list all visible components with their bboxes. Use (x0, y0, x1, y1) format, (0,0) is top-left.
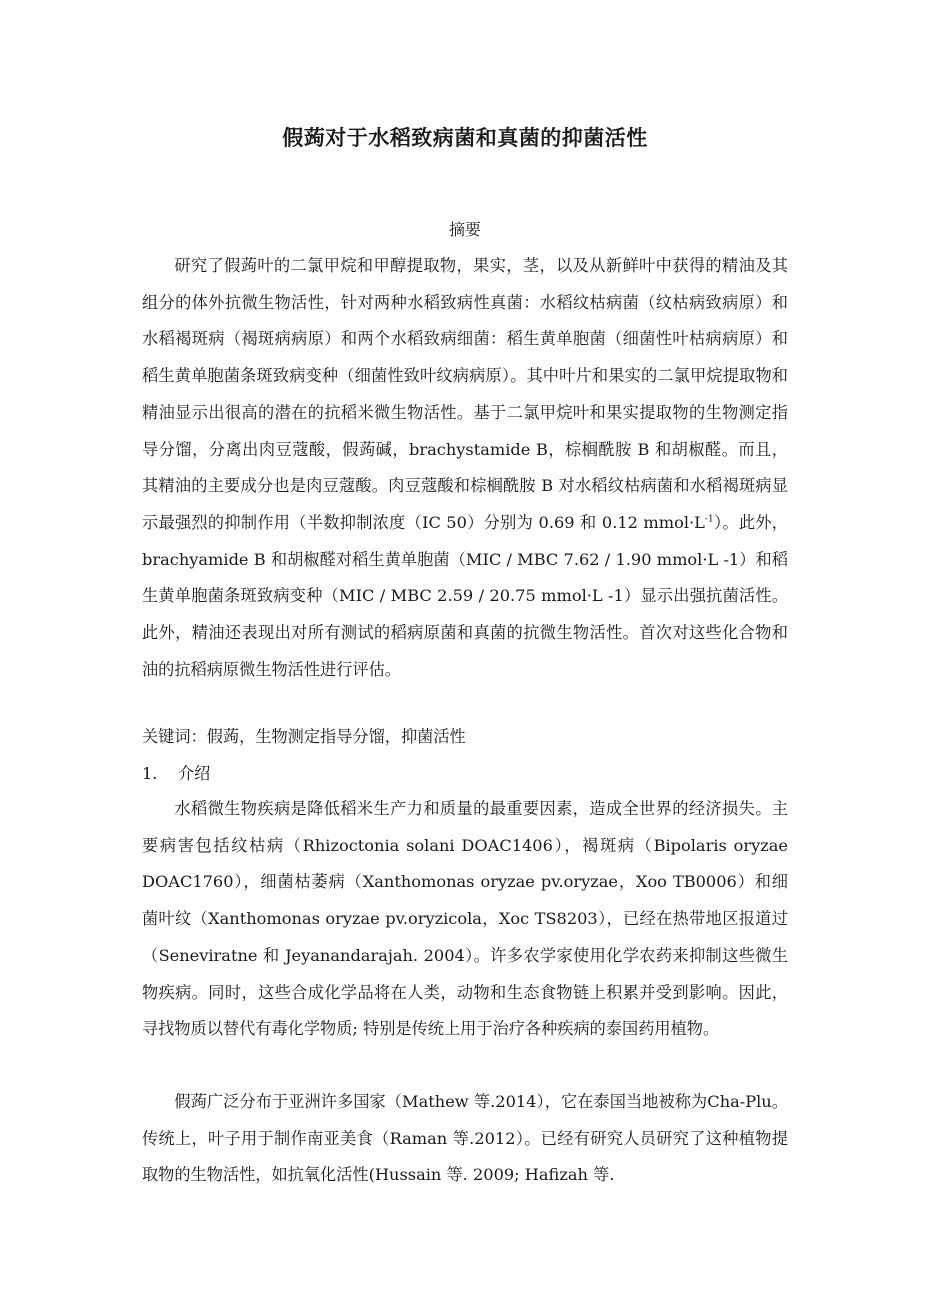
abstract-heading: 摘要 (448, 220, 481, 239)
section-number: 1. (142, 764, 158, 783)
unit-superscript: -1 (704, 514, 714, 525)
section-title: 介绍 (178, 764, 211, 783)
intro-paragraph-1: 水稻微生物疾病是降低稻米生产力和质量的最重要因素，造成全世界的经济损失。主要病害包括纹枯病（Rhizoctonia solani DOAC1406），褐斑病（Bipolaris oryzae DOAC1760），细菌枯萎病（Xanthomonas oryzae pv.oryzae，Xoo TB0006）和细菌叶纹（Xanthomonas oryzae pv.oryzicola，Xoc TS8203），已经在热带地区报道过（Seneviratne 和 Jeyanandarajah. 2004）。许多农学家使用化学农药来抑制这些微生物疾病。同时，这些合成化学品将在人类，动物和生态食物链上积累并受到影响。因此，寻找物质以替代有毒化学物质; 特别是传统上用于治疗各种疾病的泰国药用植物。 (142, 799, 788, 1039)
abstract-text: 研究了假蒟叶的二氯甲烷和甲醇提取物，果实，茎，以及从新鲜叶中获得的精油及其组分的体外抗微生物活性，针对两种水稻致病性真菌：水稻纹枯病菌（纹枯病致病原）和水稻褐斑病（褐斑病病原）和两个水稻致病细菌：稻生黄单胞菌（细菌性叶枯病病原）和稻生黄单胞菌条斑致病变种（细菌性致叶纹病病原）。其中叶片和果实的二氯甲烷提取物和精油显示出很高的潜在的抗稻米微生物活性。基于二氯甲烷叶和果实提取物的生物测定指导分馏，分离出肉豆蔻酸，假蒟碱，brachystamide B，棕榈酰胺 B 和胡椒醛。而且，其精油的主要成分也是肉豆蔻酸。肉豆蔻酸和棕榈酰胺 B 对水稻纹枯病菌和水稻褐斑病显示最强烈的抑制作用（半数抑制浓度（IC 50）分别为 0.69 和 0.12 mmol·L (142, 256, 788, 532)
keywords-line: 关键词：假蒟，生物测定指导分馏，抑菌活性 (142, 727, 466, 746)
abstract-text-continued: ）。此外，brachyamide B 和胡椒醛对稻生黄单胞菌（MIC / MBC 7.62 / 1.90 mmol·L -1）和稻生黄单胞菌条斑致病变种（MIC / MBC 2.59 / 20.75 mmol·L -1）显示出强抗菌活性。此外，精油还表现出对所有测试的稻病原菌和真菌的抗微生物活性。首次对这些化合物和油的抗稻病原微生物活性进行评估。 (142, 512, 788, 679)
intro-paragraph-2: 假蒟广泛分布于亚洲许多国家（Mathew 等.2014），它在泰国当地被称为Cha-Plu。传统上，叶子用于制作南亚美食（Raman 等.2012）。已经有研究人员研究了这种植物提取物的生物活性，如抗氧化活性(Hussain 等. 2009; Hafizah 等. (142, 1092, 788, 1185)
section-heading (142, 756, 788, 793)
document-title: 假蒟对于水稻致病菌和真菌的抑菌活性 (282, 126, 648, 150)
abstract-paragraph (142, 248, 788, 688)
